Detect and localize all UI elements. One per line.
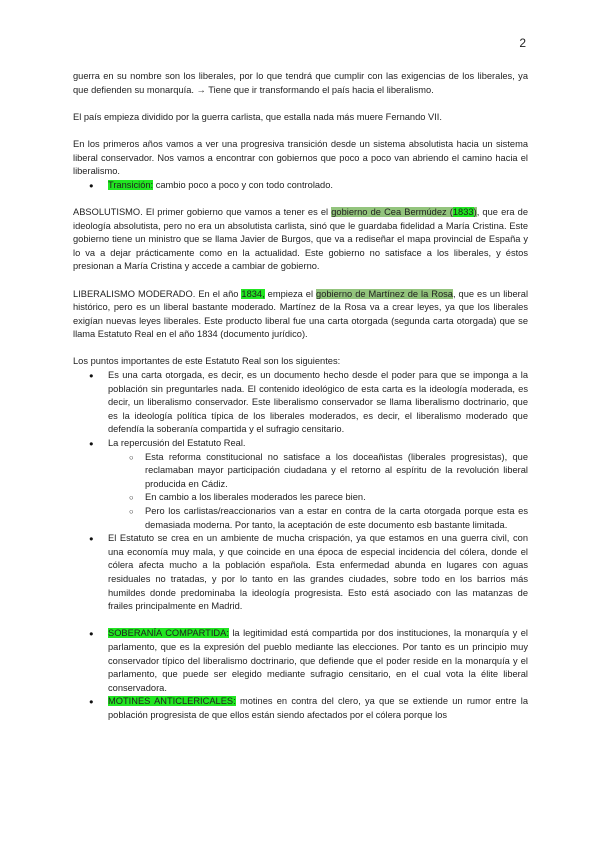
sub-list-item: ○ En cambio a los liberales moderados les parece bien. [108, 491, 528, 505]
highlight-year: 1834, [241, 288, 265, 299]
paragraph-transicion: En los primeros años vamos a ver una progresiva transición desde un sistema absolutista hacia un sistema liberal conservador. Nos vamos a encontrar con gobiernos que poco a poco van abriendo el camino hacia el liberalismo. [73, 138, 528, 177]
paragraph-absolutismo [73, 206, 528, 274]
list-item: ● El Estatuto se crea en un ambiente de mucha crispación, ya que estamos en una guerra civil, con una economía muy mala, y que coincide en una época de especial incidencia del cólera, donde el cólera afecta mucho a la población española. Esta enfermedad abunda en lugares con aguas residuales no tratadas, y por lo tanto en las grandes ciudades, sobre todo en los barrios más humildes donde predominaba la ideología progresista. Esto está asociado con las matanzas de frailes principalmente en Madrid. [73, 532, 528, 614]
text-run: ABSOLUTISMO. El primer gobierno que vamos a tener es el [73, 206, 332, 217]
paragraph-guerra-carlista: El país empieza dividido por la guerra carlista, que estalla nada más muere Fernando VII. [73, 111, 442, 122]
paragraph-intro: guerra en su nombre son los liberales, por lo que tendrá que cumplir con las exigencias de los liberales, ya que defienden su monarquía. → Tiene que ir transformando el país hacia el liberalismo. [73, 71, 528, 95]
highlight-term: MOTINES ANTICLERICALES: [108, 696, 236, 707]
highlight-government: gobierno de Martínez de la Rosa [316, 288, 453, 299]
highlight-term: Transición: [108, 179, 154, 190]
bullet-text: motines en contra del clero, ya que se extiende un rumor entre la población progresista de que ellos están siendo afectados por el cólera porque los [108, 696, 529, 720]
text-run: , que era de ideología absolutista, pero no era un absolutista carlista, sinó que le guardaba fidelidad a María Cristina. Este gobierno tiene un ministro que se llama Javier de Burgos, que va a rediseñar el mapa provincial de España y lo va a dejar prácticamente como en la actualidad. Este gobierno no satisface a los liberales, y éstos presionan a María Cristina y accede a cambiar de gobierno. [73, 206, 528, 272]
sub-list-item: ○ Pero los carlistas/reaccionarios van a estar en contra de la carta otorgada porque esta es demasiada moderna. Por tanto, la aceptación de este documento esb bastante limitada. [108, 505, 528, 532]
highlight-government: gobierno de Cea Bermúdez ( [331, 206, 453, 217]
text-run: empieza el [264, 288, 317, 299]
highlight-government-close: ) [473, 206, 477, 217]
paragraph-puntos-intro: Los puntos importantes de este Estatuto Real son los siguientes: [73, 356, 341, 367]
list-item [73, 627, 528, 695]
sub-bullet-list [108, 451, 528, 533]
highlight-year: 1833 [452, 206, 474, 217]
text-run: LIBERALISMO MODERADO. En el año [73, 288, 242, 299]
document-body [73, 70, 528, 723]
highlight-term: SOBERANÍA COMPARTIDA: [108, 628, 229, 639]
bullet-text: cambio poco a poco y con todo controlado. [153, 179, 333, 190]
sub-list-item: ○ Esta reforma constitucional no satisface a los doceañistas (liberales progresistas), que reclamaban mayor participación ciudadana y el retorno al espíritu de la revolución liberal producida en Cádiz. [108, 451, 528, 492]
list-item: ● Es una carta otorgada, es decir, es un documento hecho desde el poder para que se imponga a la población sin preguntarles nada. El contenido ideológico de esta carta es la ideología moderada, es decir, un liberalismo conservador. Este liberalismo conservador se llama liberalismo doctrinario, que es la ideología política típica de los liberales moderados, es decir, el liberalismo moderado que defendía la soberanía compartida y el sufragio censitario. [73, 369, 528, 437]
paragraph-liberalismo-moderado [73, 288, 528, 342]
text-run: , que es un liberal histórico, pero es un liberal bastante moderado. Martínez de la Rosa va a crear leyes, ya que los liberales exigían nuevas leyes liberales. Este producto liberal fue una carta otorgada (segunda carta otorgada) que se llama Estatuto Real en el año 1834 (documento jurídico). [73, 288, 529, 340]
list-item [73, 695, 528, 722]
bullet-list-terms [73, 627, 528, 722]
list-item [73, 437, 528, 532]
page-number: 2 [519, 36, 526, 50]
bullet-list-estatuto [73, 369, 528, 614]
bullet-list-transicion [73, 179, 528, 193]
bullet-text: La repercusión del Estatuto Real. [108, 438, 246, 449]
list-item [73, 179, 528, 193]
bullet-text: la legitimidad está compartida por dos instituciones, la monarquía y el parlamento, que es la expresión del pueblo mediante las elecciones. Por tanto es un principio muy conservador típico del liberalismo doctrinario, que defiende que el poder reside en la monarquía y el parlamento, que puede ser elegido mediante sufragio censitario, en el cual vota la élite liberal conservadora. [108, 628, 528, 693]
